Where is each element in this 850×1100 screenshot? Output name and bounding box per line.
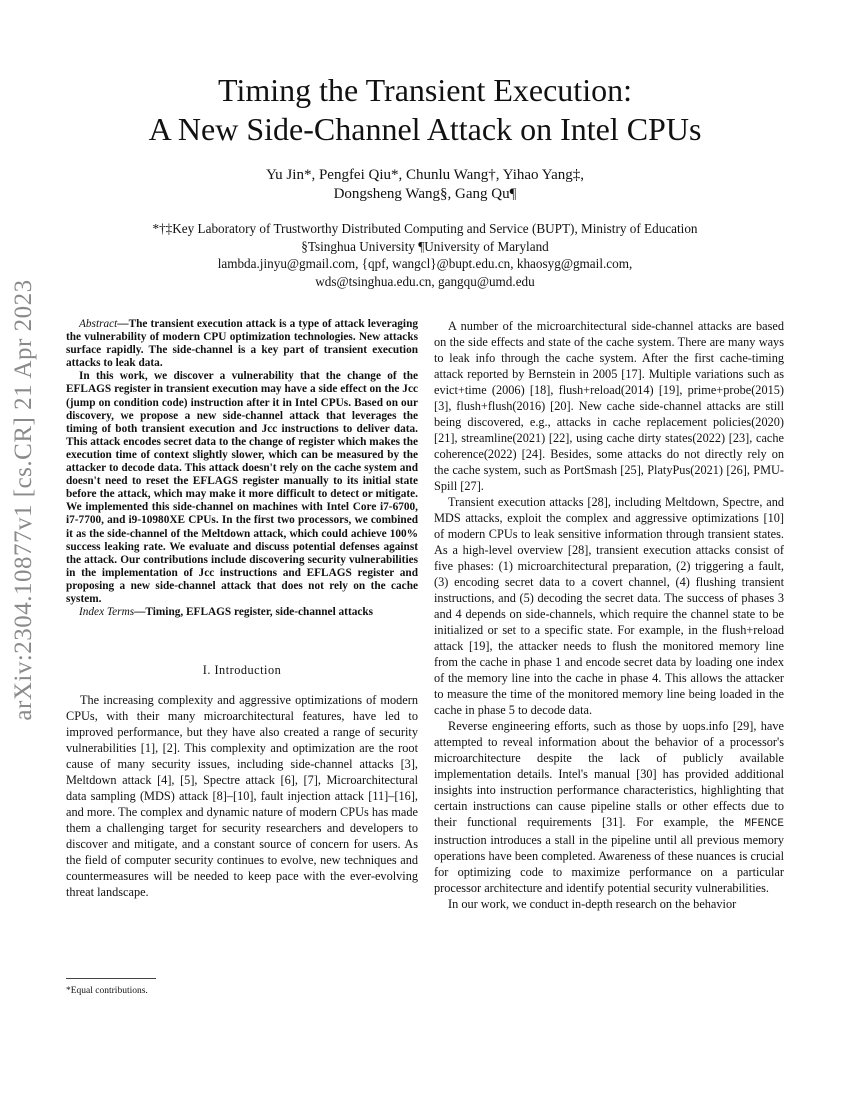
right-paragraph-4: In our work, we conduct in-depth research on the behavior	[448, 897, 737, 911]
right-column-body	[434, 318, 784, 912]
affiliation-line-1: *†‡Key Laboratory of Trustworthy Distributed Computing and Service (BUPT), Ministry of Education	[152, 221, 698, 236]
email-line-1: lambda.jinyu@gmail.com, {qpf, wangcl}@bupt.edu.cn, khaosyg@gmail.com,	[217, 256, 633, 271]
footnote: *Equal contributions.	[66, 986, 148, 996]
right-paragraph-3-part-b: instruction introduces a stall in the pipeline until all previous memory operations have been completed. Awareness of these nuances is crucial for optimizing code to maximize performance on a particular processor architecture and identify potential security vulnerabilities.	[434, 833, 784, 895]
abstract-text-1: —The transient execution attack is a type of attack leveraging the vulnerability of modern CPU optimization technologies. New attacks surface rapidly. The side-channel is a key part of transient execution attacks to leak data.	[66, 318, 418, 370]
abstract	[66, 318, 418, 619]
section-heading-introduction: I. Introduction	[202, 663, 282, 678]
arxiv-identifier	[2, 279, 46, 721]
left-column	[66, 318, 418, 900]
arxiv-identifier-text: arXiv:2304.10877v1 [cs.CR] 21 Apr 2023	[10, 279, 37, 721]
index-terms-text: —Timing, EFLAGS register, side-channel attacks	[134, 606, 374, 619]
affiliations	[0, 220, 850, 290]
abstract-paragraph-1	[66, 318, 418, 370]
abstract-label: Abstract	[79, 318, 118, 330]
authors-line-2: Dongsheng Wang§, Gang Qu¶	[333, 186, 517, 202]
mfence-code: MFENCE	[744, 818, 784, 830]
email-line-2: wds@tsinghua.edu.cn, gangqu@umd.edu	[315, 273, 535, 289]
right-paragraph-1: A number of the microarchitectural side-channel attacks are based on the side effects and state of the cache system. There are many ways to leak info through the cache system. After the first cache-timing attack reported by Bernstein in 2005 [17]. Multiple variations such as evict+time (2006) [18], flush+reload(2014) [19], prime+probe(2015) [3], flush+flush(2016) [20]. New cache side-channel attacks are still being discovered, e.g., attacks in cache replacement policies(2020) [21], streamline(2021) [22], using cache dirty states(2022) [23], cache coherence(2022) [24]. Besides, some attacks do not directly rely on the cache system, such as PortSmash [25], PlatyPus(2021) [26], PMU-Spill [27].	[434, 319, 784, 493]
footnote-divider	[66, 978, 156, 979]
title-line-2: A New Side-Channel Attack on Intel CPUs	[148, 111, 702, 147]
introduction-paragraph-1: The increasing complexity and aggressive optimizations of modern CPUs, with their many microarchitectural features, have led to improved performance, but they have also created a range of security vulnerabilities [1], [2]. This complexity and optimization are the root cause of many security issues, including side-channel attacks [3], Meltdown attack [4], [5], Spectre attack [6], [7], Microarchitectural data sampling (MDS) attack [8]–[10], fault injection attack [11]–[16], and more. The complex and dynamic nature of modern CPUs has made them a challenging target for security researchers and developers to discover and mitigate, and a constant source of concern for users. As the field of computer security continues to evolve, new techniques and countermeasures will be needed to keep pace with the ever-evolving threat landscape.	[66, 693, 418, 900]
index-terms-label: Index Terms	[79, 606, 135, 619]
index-terms	[66, 606, 418, 619]
right-paragraph-2: Transient execution attacks [28], including Meltdown, Spectre, and MDS attacks, exploit the complex and aggressive optimizations [10] of modern CPUs to leak sensitive information through transient states. As a high-level overview [28], transient execution attacks consist of five phases: (1) microarchitectural preparation, (2) triggering a fault, (3) encoding secret data to a covert channel, (4) flushing transient instructions, and (5) decoding the secret data. The success of phases 3 and 4 depends on side-channels, which require the channel state to be initialized or set to a specific state. For example, in the flush+reload attack [19], the attacker needs to flush the monitored memory line from the cache in phase 1 and encode secret data by loading one index of the memory line into the cache in phase 4. This allows the attacker to measure the time of the monitored memory line being loaded in the cache in phase 5 to decode data.	[434, 495, 784, 717]
authors-line-1: Yu Jin*, Pengfei Qiu*, Chunlu Wang†, Yihao Yang‡,	[266, 167, 584, 183]
affiliation-line-2: §Tsinghua University ¶University of Maryland	[301, 238, 549, 254]
author-list	[0, 166, 850, 204]
right-paragraph-3-part-a: Reverse engineering efforts, such as those by uops.info [29], have attempted to reveal information about the behavior of a processor's microarchitecture despite the lack of publicly available implementation details. Intel's manual [30] has provided additional insights into instruction performance characteristics, highlighting that certain instructions can cause pipeline stalls or other effects due to their functional requirements [31]. For example, the	[434, 719, 784, 829]
title-line-1: Timing the Transient Execution:	[218, 72, 632, 108]
right-column	[434, 318, 784, 912]
right-paragraph-3	[434, 718, 784, 896]
abstract-paragraph-2: In this work, we discover a vulnerability that the change of the EFLAGS register in transient execution may have a side effect on the Jcc (jump on condition code) instruction after it in Intel CPUs. Based on our discovery, we propose a new side-channel attack that leverages the timing of both transient execution and Jcc instructions to deliver data. This attack encodes secret data to the change of register which makes the execution time of context slightly slower, which can be measured by the attacker to decode data. This attack doesn't rely on the cache system and doesn't need to reset the EFLAGS register manually to its initial state before the attack, which may make it more difficult to detect or mitigate. We implemented this side-channel on machines with Intel Core i7-6700, i7-7700, and i9-10980XE CPUs. In the first two processors, we combined it as the side-channel of the Meltdown attack, which could achieve 100% success leaking rate. We evaluate and discuss potential defenses against the attack. Our contributions include discovering security vulnerabilities in the implementation of Jcc instructions and EFLAGS register and proposing a new side-channel attack that does not rely on the cache system.	[66, 370, 418, 605]
introduction-body	[66, 692, 418, 900]
